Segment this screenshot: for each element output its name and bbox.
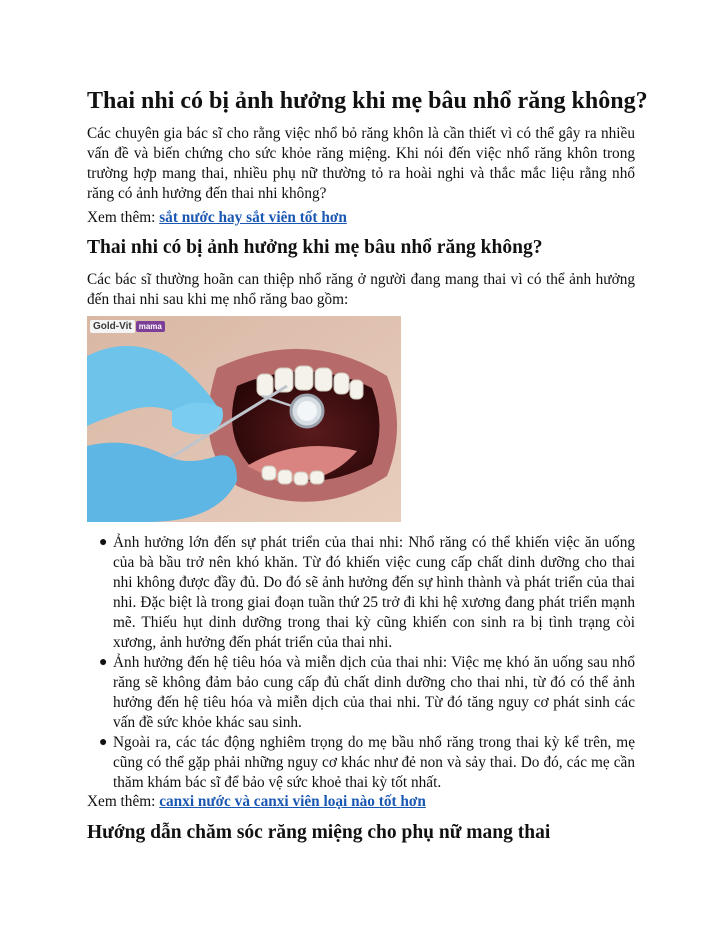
see-also-2-link[interactable]: canxi nước và canxi viên loại nào tốt hơn [159, 793, 426, 810]
list-item-text: Ngoài ra, các tác động nghiêm trọng do mẹ bầu nhổ răng trong thai kỳ kể trên, mẹ cũng có thể gặp phải những nguy cơ khác như đẻ non và sảy thai. Do đó, các mẹ cần thăm khám bác sĩ để bảo vệ sức khoẻ thai kỳ tốt nhất. [113, 734, 635, 791]
page-title: Thai nhi có bị ảnh hưởng khi mẹ bâu nhổ răng không? [87, 88, 648, 114]
bullet-dot-icon: ● [99, 535, 108, 550]
bullet-dot-icon: ● [99, 735, 108, 750]
bullet-dot-icon: ● [99, 655, 108, 670]
intro-paragraph: Các chuyên gia bác sĩ cho rằng việc nhổ bỏ răng khôn là cần thiết vì có thể gây ra nhiều vấn đề và biến chứng cho sức khỏe răng miệng. Khi nói đến việc nhổ răng khôn trong trường hợp mang thai, nhiều phụ nữ thường tỏ ra hoài nghi và thắc mắc liệu rằng nhổ răng có ảnh hưởng đến thai nhi không? [87, 125, 635, 202]
section1-paragraph: Các bác sĩ thường hoãn can thiệp nhổ răng ở người đang mang thai vì có thể ảnh hưởng đến thai nhi sau khi mẹ nhổ răng bao gồm: [87, 271, 635, 308]
list-item-text: Ảnh hưởng lớn đến sự phát triển của thai nhi: Nhổ răng có thể khiến việc ăn uống của bà bầu trở nên khó khăn. Từ đó khiến việc cung cấp chất dinh dưỡng cho thai nhi không được đầy đủ. Do đó sẽ ảnh hưởng đến sự hình thành và phát triển của thai nhi. Đặc biệt là trong giai đoạn tuần thứ 25 trở đi khi hệ xương đang phát triển mạnh mẽ. Thiếu hụt dinh dưỡng trong thai kỳ cũng khiến con sinh ra bị tình trạng còi xương, ảnh hưởng đến phát triển của thai nhi. [113, 534, 635, 651]
logo-text: Gold-Vit [90, 320, 135, 333]
see-also-2 [87, 792, 426, 812]
dental-photo [87, 316, 401, 522]
logo-tag: mama [136, 321, 165, 332]
list-item-text: Ảnh hưởng đến hệ tiêu hóa và miễn dịch của thai nhi: Việc mẹ khó ăn uống sau nhổ răng sẽ không đảm bảo cung cấp đủ chất dinh dưỡng cho thai nhi, từ đó có thể ảnh hưởng đến hệ tiêu hóa và miễn dịch của thai nhi. Từ đó tăng nguy cơ phát sinh các vấn đề sức khỏe khác sau sinh. [113, 654, 635, 731]
see-also-1-prefix: Xem thêm: [87, 209, 160, 226]
effects-list [87, 533, 635, 793]
see-also-1-link[interactable]: sắt nước hay sắt viên tốt hơn [159, 209, 347, 226]
list-item [87, 533, 635, 653]
list-item [87, 733, 635, 793]
list-item [87, 653, 635, 733]
brand-logo [90, 319, 165, 333]
section1-heading: Thai nhi có bị ảnh hưởng khi mẹ bâu nhổ răng không? [87, 237, 543, 258]
section2-heading: Hướng dẫn chăm sóc răng miệng cho phụ nữ mang thai [87, 822, 551, 843]
see-also-2-prefix: Xem thêm: [87, 793, 160, 810]
see-also-1 [87, 208, 347, 228]
